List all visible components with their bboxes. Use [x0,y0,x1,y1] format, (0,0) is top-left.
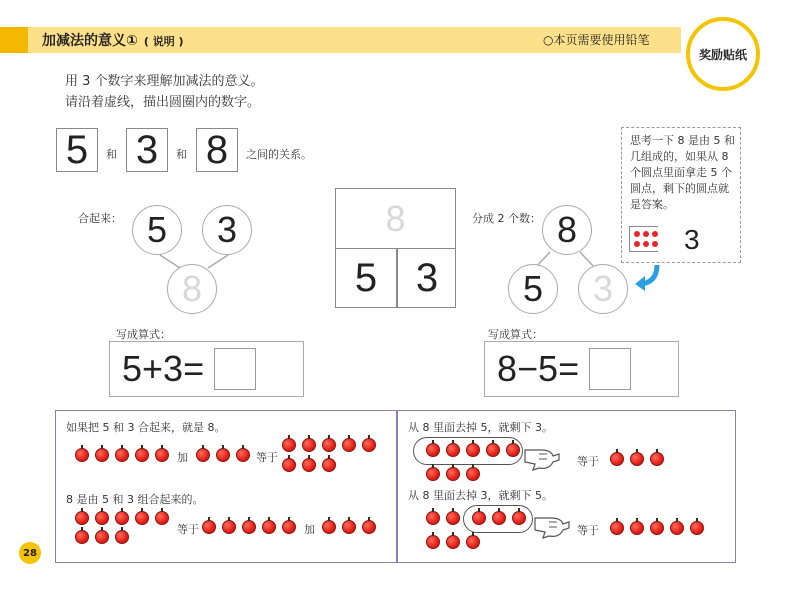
subtraction-answer-box[interactable] [589,348,631,390]
apple [282,458,296,472]
apple [690,521,704,535]
right-equals-1: 等于 [577,455,599,468]
and-text-1: 和 [106,148,117,161]
apple [610,452,624,466]
apple [282,438,296,452]
apple [446,443,460,457]
apple [426,467,440,481]
number-box-8: 8 [196,128,238,172]
subtraction-equation [484,341,679,397]
apple [75,511,89,525]
apple [362,438,376,452]
apple [135,448,149,462]
apple [466,535,480,549]
apple [222,520,236,534]
apple [155,448,169,462]
reward-sticker-circle [686,17,760,91]
apple [362,520,376,534]
apple [95,530,109,544]
dot [643,231,649,237]
apple [446,511,460,525]
page-number: 28 [19,542,41,564]
panel-divider [396,410,398,563]
pencil-note: ○本页需要使用铅笔 [543,33,650,47]
combine-circle-right: 3 [202,205,252,255]
apple [630,521,644,535]
title-subtitle: ( 说明 ) [143,35,184,48]
hint-text: 思考一下 8 是由 5 和几组成的，如果从 8 个圆点里面拿走 5 个圆点，剩下的圆点就是答案。 [630,134,735,211]
apple [236,448,250,462]
apple [342,438,356,452]
apple [95,448,109,462]
equation-label-left: 写成算式： [116,328,171,341]
hand-icon [523,440,563,474]
equals-word-2: 等于 [177,523,199,536]
split-circle-left: 5 [508,264,558,314]
relation-suffix: 之间的关系。 [246,148,312,161]
apple [242,520,256,534]
dot [634,231,640,237]
apple [426,443,440,457]
equals-word-1: 等于 [256,451,278,464]
apple [322,458,336,472]
bond-right-cell: 3 [415,255,439,300]
apple [196,448,210,462]
dot [634,241,640,247]
hint-answer: 3 [684,224,700,255]
apple [115,511,129,525]
apple [342,520,356,534]
apple [322,438,336,452]
apple [486,443,500,457]
apple [446,535,460,549]
apple [95,511,109,525]
apple [216,448,230,462]
title-text: 加减法的意义① [42,33,138,49]
apple [610,521,624,535]
apple [650,521,664,535]
plus-word: 加 [177,451,188,464]
combine-trace-circle[interactable]: 8 [167,264,217,314]
left-sentence-1: 如果把 5 和 3 合起来，就是 8。 [66,421,226,434]
equation-label-right: 写成算式： [488,328,543,341]
number-bond-box [335,188,456,308]
and-text-2: 和 [176,148,187,161]
apple [466,443,480,457]
apple [115,448,129,462]
arrow-icon [633,262,663,292]
apple [202,520,216,534]
apple [75,530,89,544]
apple [282,520,296,534]
hand-icon [533,508,573,542]
dot [643,241,649,247]
apple [630,452,644,466]
instruction-line-1: 用 3 个数字来理解加减法的意义。 [65,74,264,89]
apple [75,448,89,462]
reward-label: 奖励贴纸 [698,47,747,62]
apple [155,511,169,525]
apple [426,535,440,549]
apple [512,511,526,525]
apple [302,438,316,452]
apple [302,458,316,472]
apple [650,452,664,466]
number-box-3: 3 [126,128,168,172]
addition-answer-box[interactable] [214,348,256,390]
apple [472,511,486,525]
split-label: 分成 2 个数： [472,212,541,225]
right-sentence-1: 从 8 里面去掉 5，就剩下 3。 [408,421,553,434]
left-sentence-2: 8 是由 5 和 3 组合起来的。 [66,493,204,506]
plus-word-2: 加 [304,523,315,536]
subtraction-text: 8−5= [497,348,580,389]
dot-frame-gap [658,224,672,254]
apple [466,467,480,481]
page-title [42,30,184,50]
right-sentence-2: 从 8 里面去掉 3，就剩下 5。 [408,489,553,502]
apple [262,520,276,534]
split-circle-top: 8 [542,205,592,255]
apple [426,511,440,525]
apple [115,530,129,544]
bond-left-cell: 5 [354,255,378,300]
apple [322,520,336,534]
addition-equation [109,341,304,397]
header-accent [0,27,28,53]
right-equals-2: 等于 [577,524,599,537]
bond-top-trace[interactable]: 8 [336,189,455,249]
apple [492,511,506,525]
combine-circle-left: 5 [132,205,182,255]
combine-label: 合起来： [78,212,122,225]
split-trace-circle[interactable]: 3 [578,264,628,314]
apple [670,521,684,535]
instruction-line-2: 请沿着虚线，描出圆圈内的数字。 [65,95,261,110]
number-box-5: 5 [56,128,98,172]
apple [135,511,149,525]
addition-text: 5+3= [122,348,205,389]
apple [446,467,460,481]
hint-box [621,127,741,263]
apple [506,443,520,457]
